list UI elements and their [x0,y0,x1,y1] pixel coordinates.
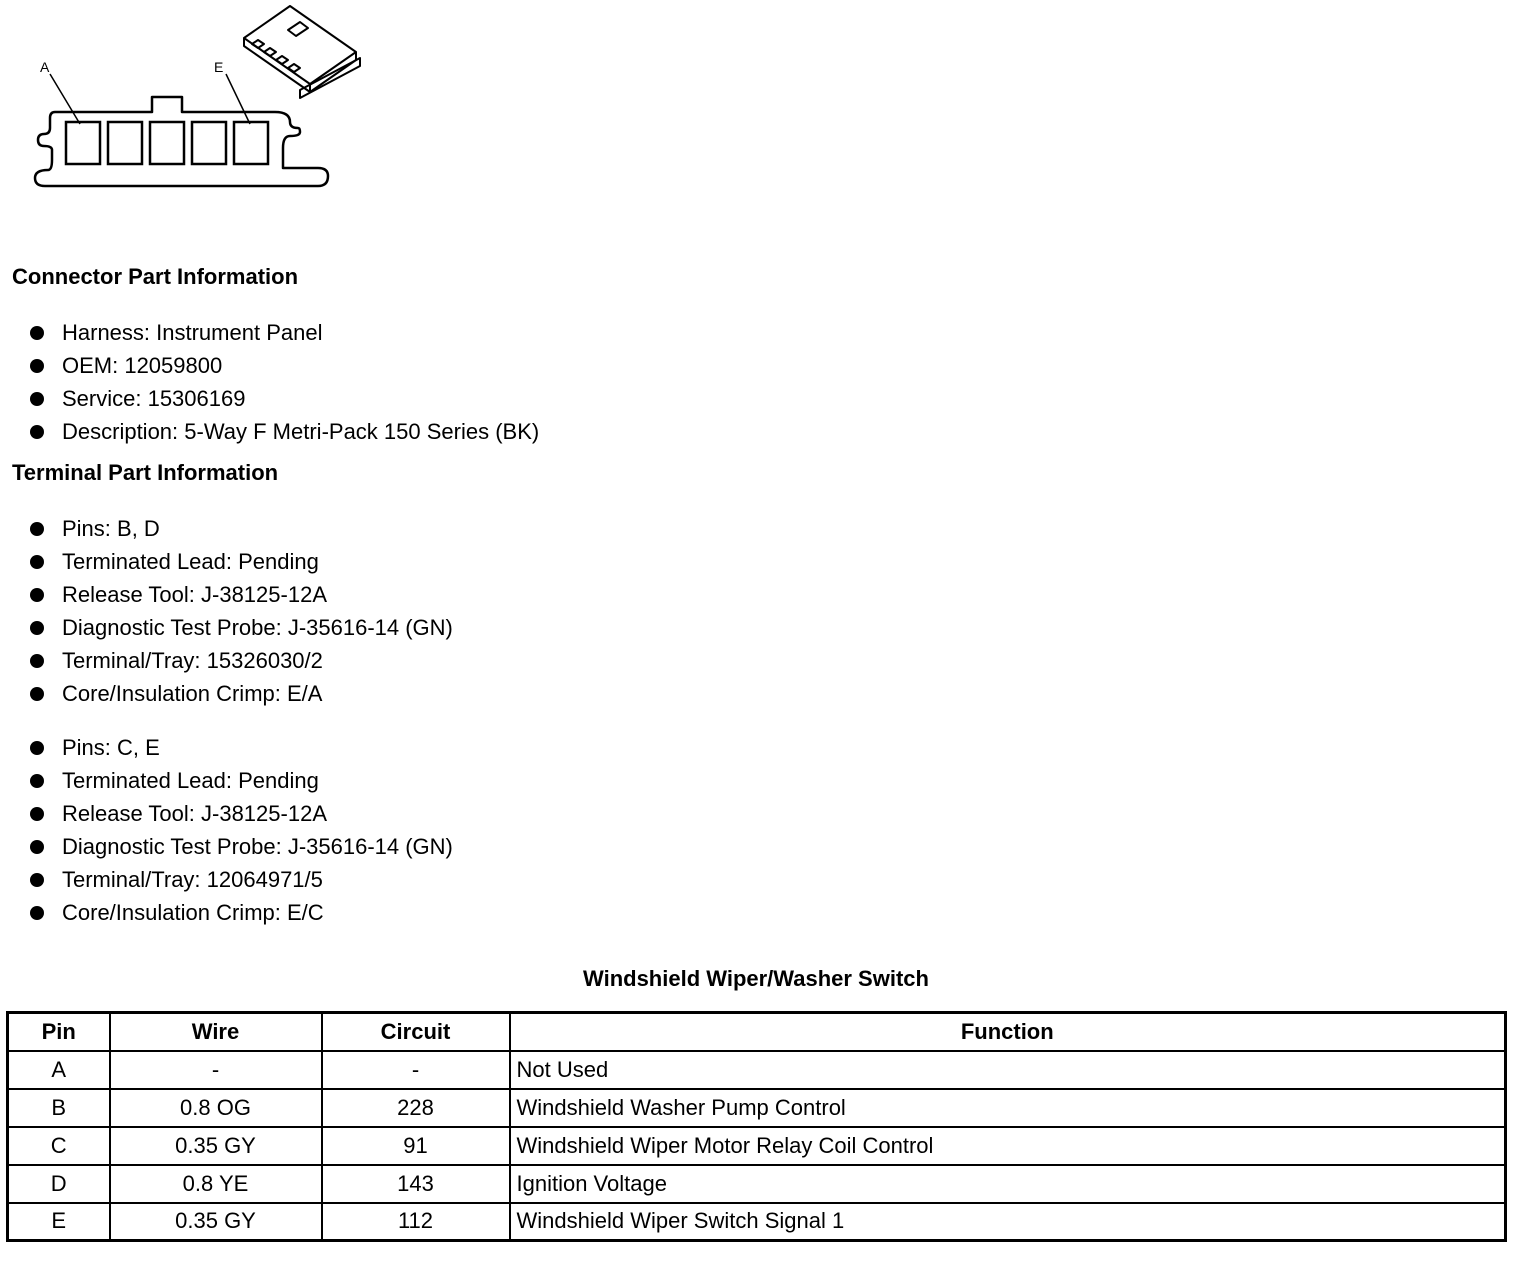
connector-diagram [0,0,380,200]
column-header-function: Function [510,1013,1506,1051]
pin-cavity-e [234,122,268,164]
table-row [8,1165,1506,1203]
table-row [8,1089,1506,1127]
pinout-table [6,1011,1507,1242]
connector-heading: Connector Part Information [12,264,299,289]
table-title: Windshield Wiper/Washer Switch [583,966,929,991]
pin-cavity-d [192,122,226,164]
cell-pin: D [8,1165,110,1203]
cell-function: Windshield Wiper Motor Relay Coil Control [510,1127,1506,1165]
cell-circuit: 143 [322,1165,510,1203]
list-item: Core/Insulation Crimp: E/C [30,896,453,929]
pin-label-a: A [40,59,50,75]
table-header-row [8,1013,1506,1051]
cell-pin: A [8,1051,110,1089]
list-item: Terminated Lead: Pending [30,545,453,578]
cell-circuit: 91 [322,1127,510,1165]
list-item: Pins: B, D [30,512,453,545]
terminal-info-list-2 [30,731,453,929]
pin-cavity-c [150,122,184,164]
list-item: Terminal/Tray: 12064971/5 [30,863,453,896]
list-item: Release Tool: J-38125-12A [30,578,453,611]
table-row [8,1203,1506,1241]
list-item: OEM: 12059800 [30,349,539,382]
list-item: Description: 5-Way F Metri-Pack 150 Series (BK) [30,415,539,448]
cell-function: Windshield Wiper Switch Signal 1 [510,1203,1506,1241]
list-item: Service: 15306169 [30,382,539,415]
leader-line-e [226,74,250,124]
list-item: Terminal/Tray: 15326030/2 [30,644,453,677]
connector-face-outline [35,97,328,186]
table-row [8,1051,1506,1089]
column-header-circuit: Circuit [322,1013,510,1051]
list-item: Harness: Instrument Panel [30,316,539,349]
cell-wire: 0.35 GY [110,1203,322,1241]
pin-label-e: E [214,59,224,75]
leader-line-a [50,74,80,124]
column-header-wire: Wire [110,1013,322,1051]
cell-circuit: 228 [322,1089,510,1127]
terminal-info-list-1 [30,512,453,710]
list-item: Pins: C, E [30,731,453,764]
cell-pin: E [8,1203,110,1241]
pin-cavity-b [108,122,142,164]
cell-wire: 0.8 OG [110,1089,322,1127]
cell-circuit: 112 [322,1203,510,1241]
cell-function: Not Used [510,1051,1506,1089]
table-row [8,1127,1506,1165]
cell-function: Ignition Voltage [510,1165,1506,1203]
cell-function: Windshield Washer Pump Control [510,1089,1506,1127]
column-header-pin: Pin [8,1013,110,1051]
cell-wire: 0.8 YE [110,1165,322,1203]
cell-pin: C [8,1127,110,1165]
list-item: Diagnostic Test Probe: J-35616-14 (GN) [30,830,453,863]
connector-isometric-icon [244,6,360,98]
list-item: Diagnostic Test Probe: J-35616-14 (GN) [30,611,453,644]
cell-pin: B [8,1089,110,1127]
cell-wire: - [110,1051,322,1089]
cell-circuit: - [322,1051,510,1089]
cell-wire: 0.35 GY [110,1127,322,1165]
list-item: Terminated Lead: Pending [30,764,453,797]
pin-cavities [66,122,268,164]
list-item: Release Tool: J-38125-12A [30,797,453,830]
list-item: Core/Insulation Crimp: E/A [30,677,453,710]
pin-cavity-a [66,122,100,164]
connector-info-list [30,316,539,448]
terminal-heading: Terminal Part Information [12,460,279,485]
